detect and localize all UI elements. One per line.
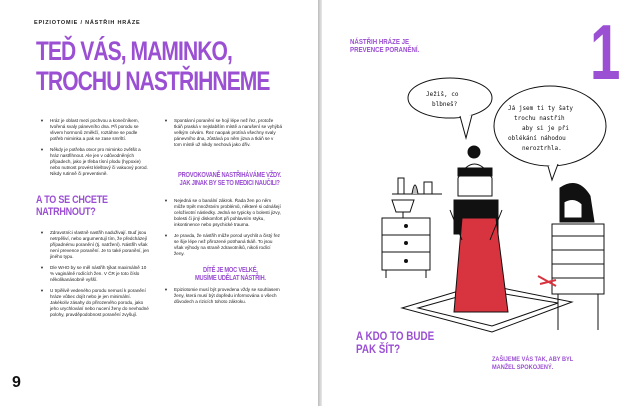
subheading-natrhnout (36, 194, 108, 218)
kdo-heading-line: PAK ŠÍT? (356, 342, 401, 356)
text-column-a (40, 118, 150, 182)
subheading-line: PROVOKOVANĚ NASTŘIHÁVÁME VŽDY. (178, 172, 282, 179)
bubble-right-line: oblékání náhodou (508, 135, 566, 142)
left-page (0, 0, 318, 406)
myth-quote-line: NÁSTŘIH HRÁZE JE (350, 37, 410, 46)
subheading-velke (195, 267, 266, 283)
myth-quote-line: PREVENCE PORANĚNÍ. (350, 45, 420, 54)
kdo-heading (356, 330, 434, 356)
woman-figure (450, 146, 508, 312)
bubble-left-line: blbneš? (432, 101, 458, 108)
text-column-b (164, 118, 282, 153)
myth-number: 1 (590, 8, 621, 96)
bullet-paragraph: ▼ Je pravda, že nástřih může porod urychlit a čistý řez se šije lépe než přirozené potrhaná tkáň. To jsou však výhody na straně zdravotníků, nikoli rodící ženy. (164, 233, 282, 257)
bullet-paragraph: ▼ Dle WHO by se měl nástřih týkat maximálně 10 % vaginálně rodících žen. V ČR je toto číslo několikanásobně vyšší. (40, 265, 150, 283)
footer-quote-line: ZAŠIJEME VÁS TAK, ABY BYL (492, 356, 574, 363)
lamp (392, 200, 414, 218)
subheading-line: NATRHNOUT? (36, 206, 96, 218)
chest-of-drawers (382, 218, 430, 278)
bubble-right-line: trochu nastřih (514, 115, 565, 122)
headline-line-1: TEĎ VÁS, MAMINKO, (36, 36, 232, 66)
bullet-paragraph: ▼ U trpělivě vedeného porodu nemusí k poranění hráze vůbec dojít nebo je jen minimální. Jakékoliv zásahy do přirozeného porodu, jako jeho urychlování nebo nucení ženy do nevhodné polohy, pravděpodobnost poranění zvyšují. (40, 288, 150, 318)
subheading-line: MUSÍME UDĚLAT NÁSTŘIH. (195, 275, 266, 282)
text-column-b-middle (164, 198, 282, 262)
headline-line-2: TROCHU NASTŘIHNEME (36, 66, 270, 96)
bullet-paragraph: ▼ Zdravotníci vlastně nastřih naduživají. Buď jsou netrpěliví, nebo argumentují tím, že předcházejí případnému poranění (tj. natržení). Nástřih však není prevence poranění. Je to také poranění, jen jiného typu. (40, 230, 150, 260)
subheading-line: JAK JINAK BY SE TO MEDICI NAUČILI? (179, 180, 280, 187)
page-headline (36, 36, 270, 96)
bullet-paragraph: ▼ Epiziotomie musí být provedena vždy se souhlasem ženy, která musí být dopředu informována o všech důvodech a rizicích tohoto zákroku. (164, 287, 282, 305)
illustration (362, 40, 622, 340)
right-page (322, 0, 640, 406)
footer-quote-line: MANŽEL SPOKOJENÝ. (492, 364, 554, 371)
subheading-provokace (178, 172, 281, 188)
bullet-paragraph: ▼ Hráz je oblast mezi pochvou a konečníkem, tvořená svaly pánevního dna. Při porodu se vlivem hormonů změkčí, roztáhne se podle potřeb miminka a pak se zase smrští. (40, 118, 150, 142)
speech-bubble-left (408, 78, 492, 138)
bubble-right-line: Já jsem ti ty šaty (508, 105, 574, 112)
bubble-right-line: neroztrhla. (522, 145, 562, 152)
bullet-paragraph: ▼ Někdy je potřeba otvor pro miminko zvětšit a hráz nastřihnout. Ale jen v odůvodněných případech, jako je třeba tísní plodu (hypoxie) nebo nutnost provést kleštový či vakuový porod. Nikdy rutinně či preventivně. (40, 147, 150, 177)
page-number: 9 (12, 374, 21, 391)
speech-bubble-right (494, 86, 606, 180)
bubble-left-line: Ježiš, co (426, 91, 459, 98)
subheading-line: A TO SE CHCETE (36, 194, 108, 206)
wall-shelf (392, 178, 442, 194)
bullet-paragraph: ▼ Nejedná se o banální zákrok. Řada žen po něm může trpět množstvím problémů, některé si odnášejí celoživotní následky. Jedná se typicky o bolesti jizvy, bolesti či jiný diskomfort při pohlavním styku, inkontinence nebo psychické trauma. (164, 198, 282, 228)
text-column-b-lower (164, 287, 282, 310)
bubble-right-line: aby si je při (522, 125, 569, 132)
text-column-a-lower (40, 230, 150, 323)
subheading-line: DÍTĚ JE MOC VELKÉ, (203, 267, 258, 274)
kdo-heading-line: A KDO TO BUDE (356, 329, 435, 343)
footer-quote (492, 356, 573, 372)
breadcrumb: EPIZIOTOMIE / NÁSTŘIH HRÁZE (34, 20, 141, 26)
bullet-paragraph: ▼ Spontánní poranění se hojí lépe než řez, protože tkáň praská v nejslabším místě a narušení se vyhýbá velkým cévám. Řez naopak protíná všechny svaly pánevního dna, zůstává po něm jizva a tkáň se v tom místě už nikdy nechová jako dřív. (164, 118, 282, 148)
